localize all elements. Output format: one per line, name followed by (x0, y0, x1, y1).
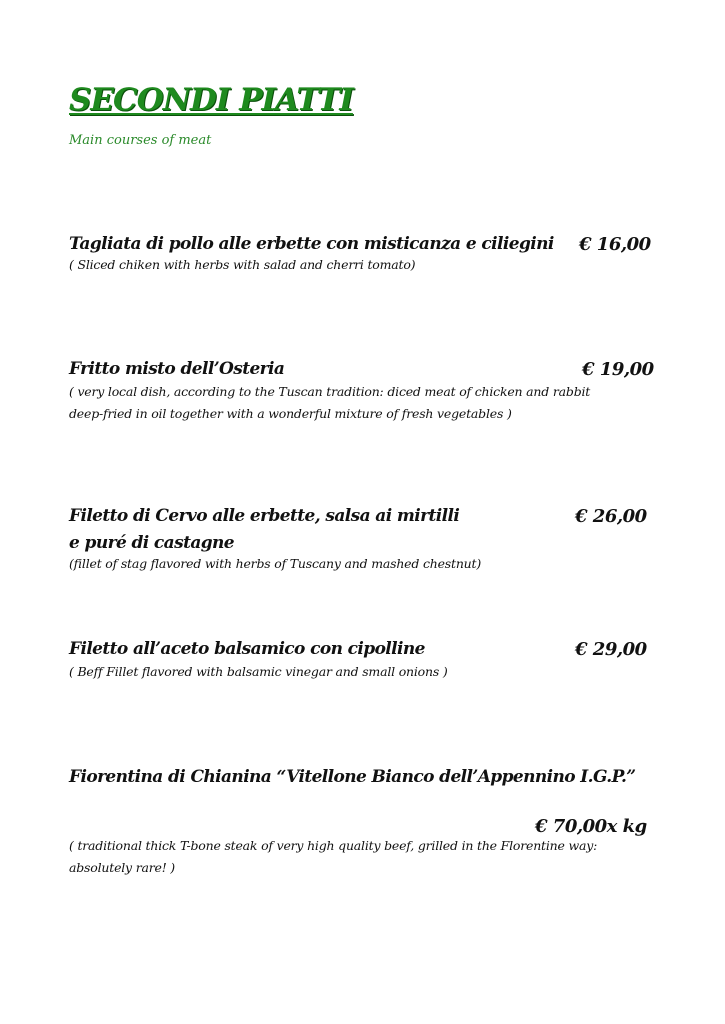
dish-description: (fillet of stag flavored with herbs of Tuscany and mashed chestnut) (69, 556, 482, 571)
dish-price: € 70,00x kg (535, 816, 647, 837)
dish-name-line: e puré di castagne (69, 533, 235, 553)
section-subtitle: Main courses of meat (69, 133, 212, 148)
dish-name: Tagliata di pollo alle erbette con misticanza e ciliegini (69, 234, 554, 254)
menu-item (69, 764, 659, 879)
dish-price: € 26,00 (575, 506, 647, 527)
dish-description-line: absolutely rare! ) (69, 860, 175, 875)
dish-name: Fiorentina di Chianina “Vitellone Bianco dell’Appennino I.G.P.” (69, 767, 636, 787)
dish-description: ( Sliced chiken with herbs with salad and cherri tomato) (69, 257, 416, 272)
dish-description: ( Beff Fillet flavored with balsamic vinegar and small onions ) (69, 664, 448, 679)
section-title: SECONDI PIATTI (69, 82, 353, 118)
dish-name-line: Filetto di Cervo alle erbette, salsa ai mirtilli (69, 506, 460, 526)
dish-price: € 29,00 (575, 639, 647, 660)
menu-item (69, 636, 659, 683)
dish-description-line: ( very local dish, according to the Tuscan tradition: diced meat of chicken and rabbit (69, 384, 591, 399)
dish-price: € 16,00 (579, 234, 651, 255)
menu-item (69, 231, 659, 276)
menu-item (69, 356, 659, 425)
menu-item (69, 503, 659, 575)
dish-name: Filetto all’aceto balsamico con cipolline (69, 639, 425, 659)
dish-name: Fritto misto dell’Osteria (69, 359, 285, 379)
dish-description-line: ( traditional thick T-bone steak of very high quality beef, grilled in the Florentine way: (69, 838, 598, 853)
dish-price: € 19,00 (582, 359, 654, 380)
dish-description-line: deep-fried in oil together with a wonderful mixture of fresh vegetables ) (69, 406, 512, 421)
